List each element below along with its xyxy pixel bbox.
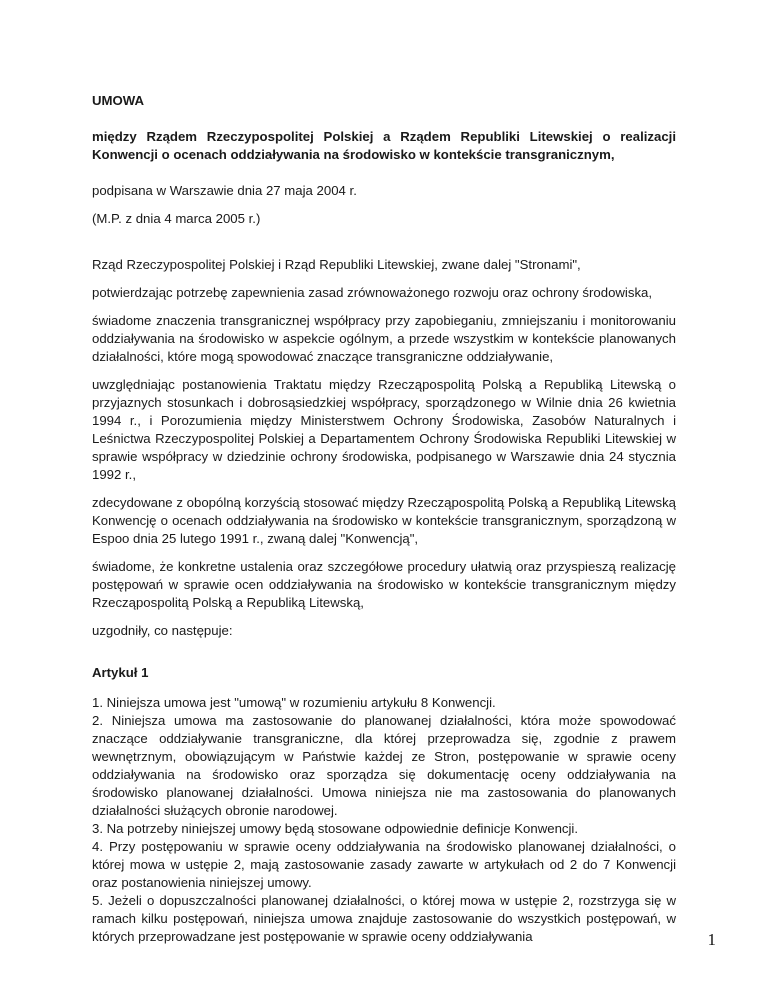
document-page [92, 92, 676, 946]
preamble-paragraph: zdecydowane z obopólną korzyścią stosować między Rzecząpospolitą Polską a Republiką Litewską Konwencję o ocenach oddziaływania na środowisko w kontekście transgranicznym, sporządzoną w Espoo dnia 25 lutego 1991 r., zwaną dalej "Konwencją", [92, 495, 676, 546]
page-number: 1 [707, 930, 716, 949]
article-point: 3. Na potrzeby niniejszej umowy będą stosowane odpowiednie definicje Konwencji. [92, 821, 579, 836]
preamble-paragraph: świadome, że konkretne ustalenia oraz szczegółowe procedury ułatwią oraz przyspieszą realizację postępowań w sprawie ocen oddziaływania na środowisko w kontekście transgranicznym między Rzecząpospolitą Polską a Republiką Litewską, [92, 559, 676, 610]
preamble-paragraph: uzgodniły, co następuje: [92, 623, 233, 638]
article-point: 2. Niniejsza umowa ma zastosowanie do planowanej działalności, która może spowodować znaczące oddziaływanie transgraniczne, dla której przeprowadza się, zgodnie z prawem wewnętrznym, obowiązującym w Państwie każdej ze Stron, postępowanie w sprawie oceny oddziaływania na środowisko oraz sporządza się dokumentację oceny oddziaływania na środowisko planowanej działalności. Umowa niniejsza nie ma zastosowania do planowanych działalności służących obronie narodowej. [92, 713, 676, 818]
article-heading: Artykuł 1 [92, 665, 149, 680]
signing-info: podpisana w Warszawie dnia 27 maja 2004 r. [92, 183, 357, 198]
article-point: 1. Niniejsza umowa jest "umową" w rozumieniu artykułu 8 Konwencji. [92, 695, 496, 710]
preamble-paragraph: świadome znaczenia transgranicznej współpracy przy zapobieganiu, zmniejszaniu i monitorowaniu oddziaływania na środowisko w aspekcie ogólnym, a przede wszystkim w kontekście planowanych działalności, które mogą spowodować znaczące transgraniczne oddziaływanie, [92, 313, 676, 364]
document-title: UMOWA [92, 93, 145, 108]
article-point: 4. Przy postępowaniu w sprawie oceny oddziaływania na środowisko planowanej działalności, o której mowa w ustępie 2, mają zastosowanie zasady zawarte w artykułach od 2 do 7 Konwencji oraz postanowienia niniejszej umowy. [92, 839, 676, 890]
gazette-reference: (M.P. z dnia 4 marca 2005 r.) [92, 211, 261, 226]
preamble-paragraph: uwzględniając postanowienia Traktatu między Rzecząpospolitą Polską a Republiką Litewską o przyjaznych stosunkach i dobrosąsiedzkiej współpracy, sporządzonego w Wilnie dnia 26 kwietnia 1994 r., i Porozumienia między Ministerstwem Ochrony Środowiska, Zasobów Naturalnych i Leśnictwa Rzeczypospolitej Polskiej a Departamentem Ochrony Środowiska Republiki Litewskiej w sprawie współpracy w dziedzinie ochrony środowiska, podpisanego w Warszawie dnia 24 stycznia 1992 r., [92, 377, 676, 482]
preamble-paragraph: potwierdzając potrzebę zapewnienia zasad zrównoważonego rozwoju oraz ochrony środowiska, [92, 285, 653, 300]
preamble-paragraph: Rząd Rzeczypospolitej Polskiej i Rząd Republiki Litewskiej, zwane dalej "Stronami", [92, 257, 581, 272]
article-point: 5. Jeżeli o dopuszczalności planowanej działalności, o której mowa w ustępie 2, rozstrzyga się w ramach kilku postępowań, niniejsza umowa znajduje zastosowanie do wszystkich postępowań, w których przeprowadzane jest postępowanie w sprawie oceny oddziaływania [92, 893, 676, 944]
document-subtitle: między Rządem Rzeczypospolitej Polskiej a Rządem Republiki Litewskiej o realizacji Konwencji o ocenach oddziaływania na środowisko w kontekście transgranicznym, [92, 129, 676, 162]
